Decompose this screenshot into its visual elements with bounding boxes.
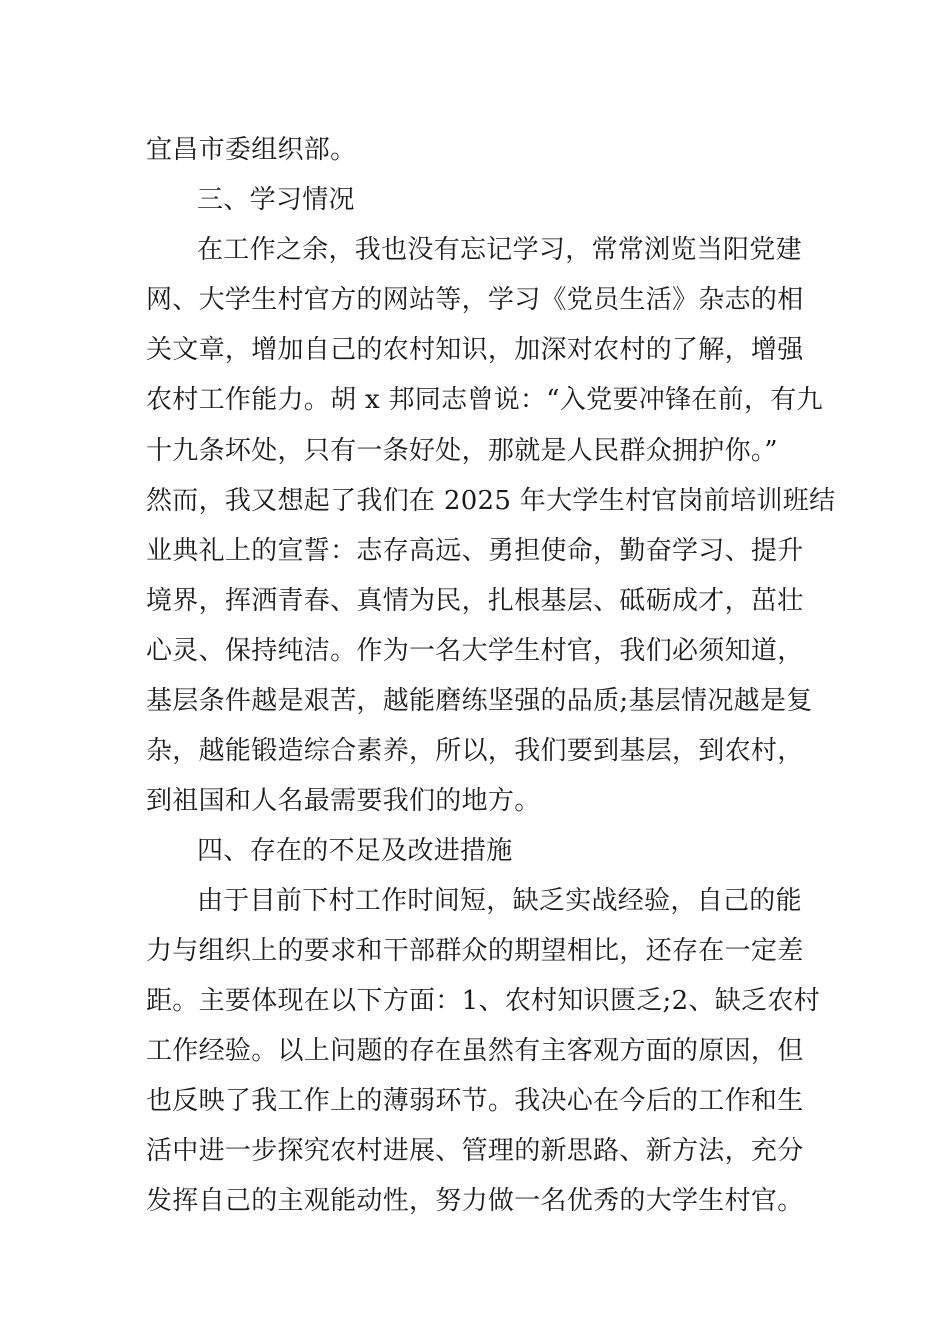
text-line: 距。主要体现在以下方面：1、农村知识匮乏;2、缺乏农村 [146,986,820,1016]
text-line: 到祖国和人名最需要我们的地方。 [146,786,541,816]
text-line: 宜昌市委组织部。 [146,135,357,165]
text-line: 力与组织上的要求和干部群众的期望相比，还存在一定差 [146,936,804,966]
text-line: 网、大学生村官方的网站等，学习《党员生活》杂志的相 [146,285,804,315]
text-line: 基层条件越是艰苦，越能磨练坚强的品质;基层情况越是复 [146,686,813,716]
text-line: 发挥自己的主观能动性，努力做一名优秀的大学生村官。 [146,1186,804,1216]
text-line: 然而，我又想起了我们在 2025 年大学生村官岗前培训班结 [146,486,836,516]
text-line: 十九条坏处，只有一条好处，那就是人民群众拥护你。” [146,436,778,466]
text-line: 由于目前下村工作时间短，缺乏实战经验，自己的能 [197,886,802,916]
text-line: 杂，越能锻造综合素养，所以，我们要到基层，到农村， [146,736,804,766]
text-line: 境界，挥洒青春、真情为民，扎根基层、砥砺成才，茁壮 [146,586,804,616]
section-heading: 三、学习情况 [197,185,355,215]
text-line: 心灵、保持纯洁。作为一名大学生村官，我们必须知道， [146,636,804,666]
text-line: 在工作之余，我也没有忘记学习，常常浏览当阳党建 [197,235,802,265]
text-line: 农村工作能力。胡 x 邦同志曾说：“入党要冲锋在前，有九 [146,385,823,415]
text-line: 也反映了我工作上的薄弱环节。我决心在今后的工作和生 [146,1086,804,1116]
text-line: 工作经验。以上问题的存在虽然有主客观方面的原因，但 [146,1036,804,1066]
text-line: 业典礼上的宣誓：志存高远、勇担使命，勤奋学习、提升 [146,536,804,566]
text-line: 活中进一步探究农村进展、管理的新思路、新方法，充分 [146,1136,804,1166]
text-line: 关文章，增加自己的农村知识，加深对农村的了解，增强 [146,335,804,365]
section-heading: 四、存在的不足及改进措施 [197,836,513,866]
